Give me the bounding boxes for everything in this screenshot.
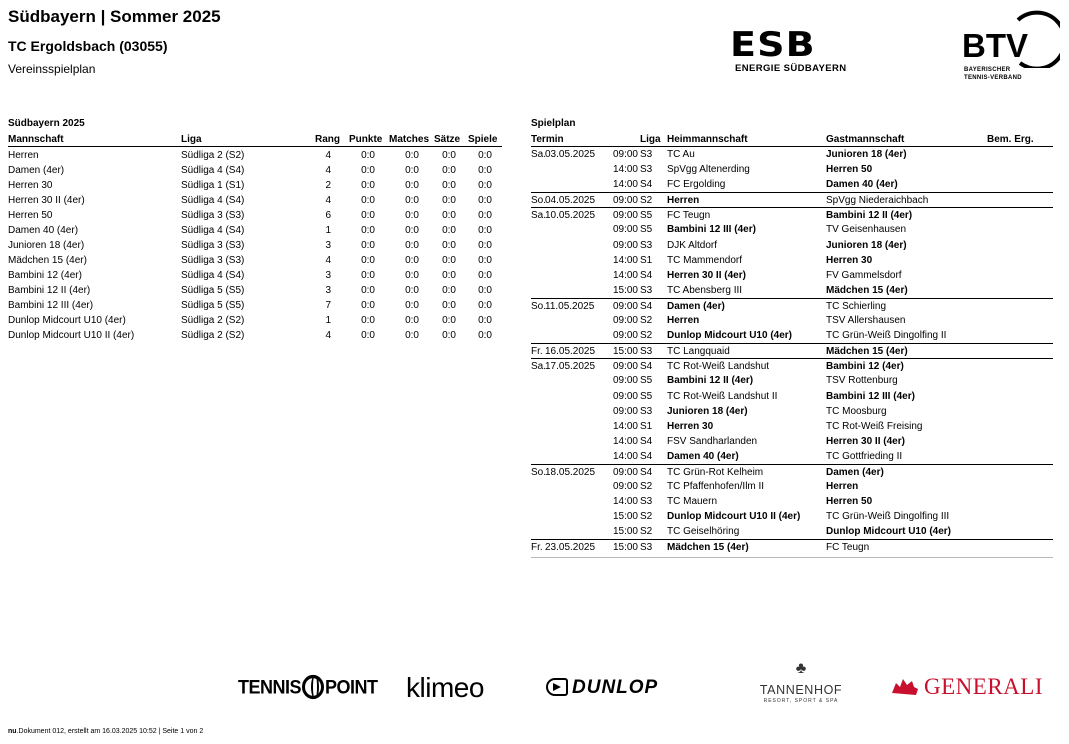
cell-guest: Dunlop Midcourt U10 (4er) [826,526,952,538]
teams-table-body [8,150,502,345]
cell-rang: 3 [325,240,331,251]
cell-team: Bambini 12 (4er) [8,270,82,281]
cell-guest: Herren 50 [826,164,873,176]
cell-matches: 0:0 [405,225,419,236]
cell-liga: Südliga 4 (S4) [181,195,245,206]
cell-team: Dunlop Midcourt U10 II (4er) [8,330,135,341]
cell-team: Mädchen 15 (4er) [8,255,87,266]
cell-guest: TC Gottfrieding II [826,450,903,462]
esb-logo-subtitle: ENERGIE SÜDBAYERN [735,63,847,74]
cell-home: Herren 30 [667,420,714,432]
page-title: Südbayern | Sommer 2025 [8,7,221,26]
cell-time: 09:00 [612,239,638,251]
cell-saetze: 0:0 [442,210,456,221]
table-row [8,195,502,210]
col-header-matches: Matches [389,134,430,145]
cell-punkte: 0:0 [361,285,375,296]
cell-home: Junioren 18 (4er) [667,405,748,417]
cell-home: Mädchen 15 (4er) [667,542,749,554]
cell-guest: Junioren 18 (4er) [826,149,907,160]
cell-liga: S2 [640,481,653,493]
generali-lion-icon [890,675,920,697]
teams-table-heading: Südbayern 2025 [8,118,85,129]
col-header-spiele: Spiele [468,134,498,145]
cell-matches: 0:0 [405,195,419,206]
col-header-home: Heimmannschaft [667,134,748,145]
schedule-end-rule [531,557,1053,558]
cell-rang: 3 [325,270,331,281]
col-header-bem: Bem. Erg. [987,134,1034,145]
schedule-row [531,449,1053,464]
cell-spiele: 0:0 [478,315,492,326]
cell-rang: 3 [325,285,331,296]
cell-liga: S3 [640,496,653,508]
cell-guest: Damen (4er) [826,466,884,478]
cell-team: Bambini 12 III (4er) [8,300,94,311]
cell-guest: Herren [826,481,859,493]
cell-guest: TC Grün-Weiß Dingolfing III [826,511,950,523]
cell-punkte: 0:0 [361,195,375,206]
cell-liga: Südliga 2 (S2) [181,330,245,341]
cell-day: So. [531,466,547,478]
cell-home: Herren [667,195,700,207]
cell-liga: Südliga 2 (S2) [181,150,245,161]
cell-punkte: 0:0 [361,240,375,251]
sponsor-tennis-point-logo: TENNIS POINT [238,676,378,698]
schedule-row [531,313,1053,328]
schedule-row [531,524,1053,539]
cell-liga: S5 [640,210,653,222]
table-row [8,240,502,255]
cell-day: So. [531,300,547,312]
cell-matches: 0:0 [405,315,419,326]
table-row [8,225,502,240]
cell-time: 14:00 [612,450,638,462]
schedule-row [531,464,1053,479]
cell-punkte: 0:0 [361,255,375,266]
cell-guest: Damen 40 (4er) [826,179,898,191]
cell-guest: Bambini 12 II (4er) [826,210,913,222]
cell-saetze: 0:0 [442,315,456,326]
schedule-row [531,328,1053,343]
cell-team: Dunlop Midcourt U10 (4er) [8,315,126,326]
esb-logo [730,25,850,76]
cell-time: 09:00 [612,330,638,342]
cell-matches: 0:0 [405,240,419,251]
schedule-row [531,509,1053,524]
cell-guest: TC Grün-Weiß Dingolfing II [826,330,947,342]
cell-rang: 4 [325,165,331,176]
cell-spiele: 0:0 [478,300,492,311]
cell-liga: S2 [640,526,653,538]
cell-time: 14:00 [612,164,638,176]
cell-team: Herren [8,150,39,161]
cell-guest: Bambini 12 (4er) [826,361,904,373]
cell-liga: Südliga 4 (S4) [181,165,245,176]
cell-spiele: 0:0 [478,195,492,206]
cell-time: 09:00 [612,481,638,493]
col-header-rang: Rang [315,134,340,145]
cell-rang: 1 [325,315,331,326]
cell-team: Bambini 12 II (4er) [8,285,91,296]
cell-home: TC Mammendorf [667,254,743,266]
cell-liga: S4 [640,269,653,281]
cell-spiele: 0:0 [478,165,492,176]
cell-day: Fr. [531,542,543,554]
schedule-row [531,268,1053,283]
cell-home: TC Rot-Weiß Landshut [667,361,770,373]
cell-spiele: 0:0 [478,150,492,161]
cell-time: 14:00 [612,496,638,508]
cell-home: Bambini 12 III (4er) [667,224,756,236]
schedule-row [531,434,1053,449]
cell-time: 15:00 [612,346,638,358]
cell-matches: 0:0 [405,285,419,296]
cell-home: TC Langquaid [667,346,730,358]
cell-home: TC Au [667,149,695,160]
cell-day: Sa. [531,361,547,373]
cell-saetze: 0:0 [442,240,456,251]
schedule-row [531,147,1053,162]
col-header-guest: Gastmannschaft [826,134,905,145]
table-row [8,285,502,300]
cell-liga: S5 [640,375,653,387]
btv-logo-mark [960,10,1060,68]
cell-matches: 0:0 [405,210,419,221]
sponsor-klimeo-logo: klimeo [406,672,484,703]
cell-saetze: 0:0 [442,270,456,281]
cell-date: 17.05.2025 [545,361,596,373]
col-header-liga: Liga [640,134,661,145]
table-row [8,150,502,165]
cell-rang: 4 [325,150,331,161]
cell-guest: Bambini 12 III (4er) [826,390,915,402]
cell-day: So. [531,195,547,207]
cell-team: Herren 50 [8,210,53,221]
table-row [8,210,502,225]
cell-home: Dunlop Midcourt U10 II (4er) [667,511,801,523]
schedule-row [531,494,1053,509]
cell-liga: S5 [640,224,653,236]
cell-team: Junioren 18 (4er) [8,240,85,251]
cell-home: TC Geiselhöring [667,526,740,538]
cell-saetze: 0:0 [442,255,456,266]
table-row [8,315,502,330]
schedule-row [531,207,1053,222]
cell-guest: SpVgg Niederaichbach [826,195,929,207]
cell-liga: S3 [640,284,653,296]
cell-home: FC Ergolding [667,179,726,191]
cell-punkte: 0:0 [361,330,375,341]
cell-time: 15:00 [612,284,638,296]
cell-home: Damen (4er) [667,300,725,312]
cell-liga: Südliga 4 (S4) [181,225,245,236]
cell-liga: S2 [640,315,653,327]
cell-time: 09:00 [612,224,638,236]
cell-time: 09:00 [612,390,638,402]
schedule-row [531,389,1053,404]
schedule-row [531,192,1053,207]
cell-liga: Südliga 4 (S4) [181,270,245,281]
cell-time: 15:00 [612,542,638,554]
schedule-body [531,147,1053,555]
dunlop-flying-d-icon [546,678,568,696]
cell-saetze: 0:0 [442,195,456,206]
cell-guest: FV Gammelsdorf [826,269,902,281]
cell-saetze: 0:0 [442,330,456,341]
cell-saetze: 0:0 [442,150,456,161]
cell-punkte: 0:0 [361,225,375,236]
cell-liga: Südliga 5 (S5) [181,300,245,311]
cell-liga: S2 [640,330,653,342]
cell-date: 10.05.2025 [545,210,596,222]
teams-table-header [8,134,502,147]
schedule-row [531,222,1053,237]
cell-saetze: 0:0 [442,225,456,236]
cell-guest: Junioren 18 (4er) [826,239,907,251]
cell-spiele: 0:0 [478,240,492,251]
cell-home: Bambini 12 II (4er) [667,375,754,387]
cell-liga: S3 [640,239,653,251]
cell-liga: S4 [640,300,653,312]
cell-punkte: 0:0 [361,315,375,326]
cell-saetze: 0:0 [442,285,456,296]
cell-time: 09:00 [612,210,638,222]
cell-punkte: 0:0 [361,165,375,176]
cell-liga: S5 [640,390,653,402]
schedule-row [531,479,1053,494]
sponsor-generali-logo: GENERALI [890,674,1043,700]
cell-day: Fr. [531,346,543,358]
cell-matches: 0:0 [405,165,419,176]
cell-guest: TV Geisenhausen [826,224,907,236]
cell-liga: S4 [640,179,653,191]
cell-home: TC Abensberg III [667,284,743,296]
cell-liga: Südliga 2 (S2) [181,315,245,326]
cell-spiele: 0:0 [478,330,492,341]
table-row [8,300,502,315]
cell-date: 11.05.2025 [545,300,595,312]
pine-cone-icon: ♣ [795,660,807,677]
schedule-row [531,343,1053,358]
table-row [8,255,502,270]
cell-liga: S4 [640,361,653,373]
schedule-header [531,134,1053,147]
btv-logo [960,10,1060,100]
sponsor-tannenhof-logo: ♣ TANNENHOF RESORT, SPORT & SPA [756,660,846,705]
tennis-ball-icon [302,675,324,699]
cell-saetze: 0:0 [442,180,456,191]
cell-home: FSV Sandharlanden [667,435,758,447]
cell-time: 14:00 [612,435,638,447]
cell-home: TC Rot-Weiß Landshut II [667,390,778,402]
cell-matches: 0:0 [405,300,419,311]
cell-time: 09:00 [612,315,638,327]
schedule-heading: Spielplan [531,118,576,129]
schedule-row [531,162,1053,177]
cell-rang: 4 [325,195,331,206]
cell-liga: S2 [640,511,653,523]
cell-rang: 4 [325,255,331,266]
schedule-row [531,358,1053,373]
cell-guest: TSV Rottenburg [826,375,898,387]
schedule-row [531,419,1053,434]
schedule-row [531,177,1053,192]
cell-punkte: 0:0 [361,180,375,191]
cell-spiele: 0:0 [478,225,492,236]
btv-logo-subtitle: BAYERISCHER TENNIS-VERBAND [964,67,1022,81]
schedule-row [531,404,1053,419]
cell-time: 09:00 [612,466,638,478]
cell-time: 15:00 [612,526,638,538]
cell-time: 09:00 [612,149,638,160]
cell-home: Dunlop Midcourt U10 (4er) [667,330,793,342]
cell-rang: 1 [325,225,331,236]
cell-home: Herren 30 II (4er) [667,269,746,281]
cell-liga: S3 [640,164,653,176]
cell-rang: 6 [325,210,331,221]
cell-date: 04.05.2025 [545,195,596,207]
cell-matches: 0:0 [405,255,419,266]
cell-punkte: 0:0 [361,270,375,281]
cell-team: Damen (4er) [8,165,65,176]
cell-liga: Südliga 3 (S3) [181,210,245,221]
cell-home: FC Teugn [667,210,711,222]
table-row [8,180,502,195]
cell-guest: Herren 30 II (4er) [826,435,905,447]
cell-saetze: 0:0 [442,300,456,311]
cell-home: SpVgg Altenerding [667,164,750,176]
cell-home: TC Pfaffenhofen/Ilm II [667,481,765,493]
cell-matches: 0:0 [405,330,419,341]
cell-time: 09:00 [612,195,638,207]
btv-logo-word: BTV [962,27,1028,64]
cell-time: 09:00 [612,405,638,417]
cell-liga: Südliga 5 (S5) [181,285,245,296]
cell-liga: S3 [640,149,653,160]
cell-guest: TC Rot-Weiß Freising [826,420,923,432]
cell-spiele: 0:0 [478,180,492,191]
cell-rang: 4 [325,330,331,341]
cell-time: 14:00 [612,420,638,432]
cell-liga: S4 [640,466,653,478]
cell-time: 14:00 [612,179,638,191]
cell-time: 15:00 [612,511,638,523]
cell-home: Herren [667,315,700,327]
cell-liga: S2 [640,195,653,207]
cell-guest: Mädchen 15 (4er) [826,284,908,296]
cell-spiele: 0:0 [478,285,492,296]
col-header-team: Mannschaft [8,134,64,145]
cell-day: Sa. [531,210,547,222]
schedule-row [531,298,1053,313]
cell-guest: TC Schierling [826,300,887,312]
schedule-row [531,283,1053,298]
col-header-punkte: Punkte [349,134,383,145]
cell-liga: Südliga 3 (S3) [181,255,245,266]
cell-team: Herren 30 [8,180,53,191]
cell-spiele: 0:0 [478,270,492,281]
cell-time: 09:00 [612,300,638,312]
cell-liga: Südliga 3 (S3) [181,240,245,251]
cell-liga: S4 [640,435,653,447]
cell-matches: 0:0 [405,180,419,191]
cell-date: 18.05.2025 [545,466,596,478]
cell-time: 14:00 [612,254,638,266]
table-row [8,165,502,180]
col-header-liga: Liga [181,134,202,145]
cell-day: Sa. [531,149,547,160]
cell-punkte: 0:0 [361,210,375,221]
cell-date: 16.05.2025 [545,346,596,358]
cell-liga: S3 [640,542,653,554]
cell-guest: Herren 50 [826,496,873,508]
document-subtitle: Vereinsspielplan [8,62,96,76]
cell-date: 03.05.2025 [545,149,596,160]
table-row [8,270,502,285]
schedule-row [531,253,1053,268]
col-header-termin: Termin [531,134,564,145]
esb-logo-word: ESB [730,25,816,65]
cell-matches: 0:0 [405,150,419,161]
cell-liga: S1 [640,254,653,266]
schedule-row [531,373,1053,388]
cell-home: Damen 40 (4er) [667,450,739,462]
cell-guest: TC Moosburg [826,405,887,417]
cell-time: 09:00 [612,375,638,387]
cell-team: Herren 30 II (4er) [8,195,85,206]
document-footer: nu.Dokument 012, erstellt am 16.03.2025 10:52 | Seite 1 von 2 [8,728,204,735]
cell-time: 09:00 [612,361,638,373]
cell-guest: TSV Allershausen [826,315,906,327]
cell-liga: S1 [640,420,653,432]
cell-saetze: 0:0 [442,165,456,176]
cell-spiele: 0:0 [478,255,492,266]
schedule-row [531,238,1053,253]
cell-liga: Südliga 1 (S1) [181,180,245,191]
cell-liga: S3 [640,405,653,417]
cell-rang: 2 [325,180,331,191]
cell-matches: 0:0 [405,270,419,281]
cell-time: 14:00 [612,269,638,281]
cell-guest: Mädchen 15 (4er) [826,346,908,358]
cell-home: TC Grün-Rot Kelheim [667,466,764,478]
cell-date: 23.05.2025 [545,542,596,554]
cell-punkte: 0:0 [361,150,375,161]
col-header-saetze: Sätze [434,134,461,145]
cell-guest: Herren 30 [826,254,873,266]
cell-spiele: 0:0 [478,210,492,221]
cell-liga: S3 [640,346,653,358]
cell-home: TC Mauern [667,496,718,508]
cell-punkte: 0:0 [361,300,375,311]
table-row [8,330,502,345]
cell-liga: S4 [640,450,653,462]
schedule-row [531,539,1053,554]
cell-home: DJK Altdorf [667,239,718,251]
club-name: TC Ergoldsbach (03055) [8,38,168,54]
cell-rang: 7 [325,300,331,311]
sponsor-dunlop-logo: DUNLOP [546,677,658,699]
cell-team: Damen 40 (4er) [8,225,79,236]
cell-guest: FC Teugn [826,542,870,554]
